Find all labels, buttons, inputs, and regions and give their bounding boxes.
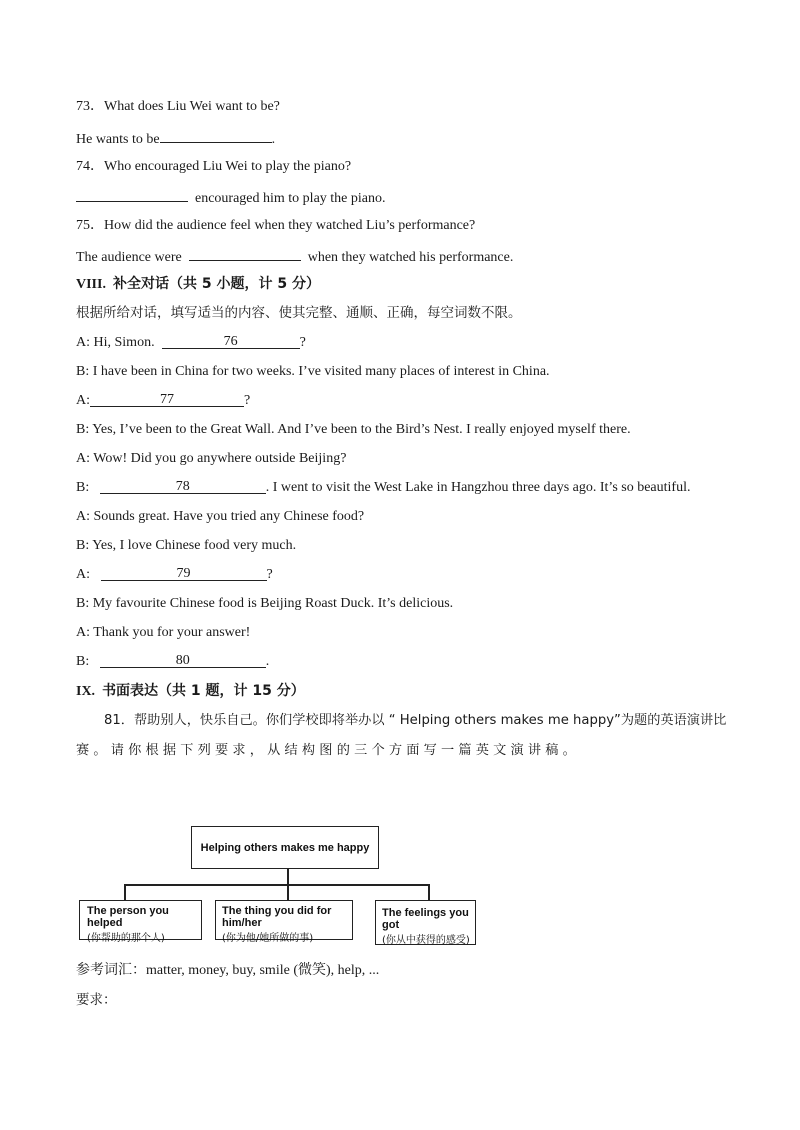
diagram-child-label-zh: (你为他/她所做的事) [222, 933, 314, 944]
diagram-connector-horizontal [124, 884, 429, 886]
answer-74 [76, 187, 386, 208]
diagram-connector-left [124, 884, 126, 901]
dialogue-suffix: . [265, 654, 270, 669]
answer-75-suffix: when they watched his performance. [307, 250, 514, 265]
diagram-child-person [79, 900, 202, 944]
diagram-connector-right [428, 884, 430, 901]
diagram-child-label-zh: (你帮助的那个人) [87, 933, 165, 944]
blank-number: 77 [160, 392, 174, 407]
question-74: 74．Who encouraged Liu Wei to play the piano? [76, 159, 352, 174]
diagram-root-box [191, 826, 379, 869]
section-8-number: VIII. [76, 277, 106, 292]
answer-75-prefix: The audience were [76, 250, 182, 265]
answer-74-blank[interactable] [76, 187, 188, 202]
dialogue-line-a3: A: Wow! Did you go anywhere outside Beijing? [76, 451, 347, 466]
diagram-child-label-en: The person you helped [87, 905, 169, 929]
blank-number: 80 [175, 653, 190, 668]
dialogue-speaker-text: A: [76, 567, 90, 582]
blank-78[interactable] [100, 479, 266, 494]
dialogue-line-a2 [76, 392, 250, 410]
diagram-child-feelings [375, 900, 476, 945]
section-9-prompt-line-2: 赛 。 请 你 根 据 下 列 要 求 ， 从 结 构 图 的 三 个 方 面 写 一 篇 英 文 演 讲 稿 。 [76, 743, 576, 758]
dialogue-suffix: ? [266, 567, 273, 582]
section-9-title: 书面表达（共 1 题，计 15 分） [102, 683, 305, 699]
dialogue-line-a1 [76, 334, 306, 352]
answer-73 [76, 128, 275, 149]
dialogue-line-b3 [76, 479, 690, 497]
answer-73-prefix: He wants to be [76, 132, 160, 147]
diagram-connector-vertical [287, 868, 289, 885]
question-73: 73．What does Liu Wei want to be? [76, 99, 280, 114]
answer-75 [76, 246, 513, 267]
section-9-number: IX. [76, 684, 96, 699]
dialogue-suffix: ? [244, 393, 251, 408]
dialogue-speaker-text: A: [76, 393, 90, 408]
diagram-root-label: Helping others makes me happy [200, 841, 370, 854]
dialogue-line-b4: B: Yes, I love Chinese food very much. [76, 538, 297, 553]
diagram-child-thing [215, 900, 353, 944]
answer-75-blank[interactable] [189, 246, 301, 261]
blank-79[interactable] [101, 566, 267, 581]
diagram-child-label-en: The thing you did for him/her [222, 905, 332, 929]
dialogue-suffix: ? [299, 335, 306, 350]
section-8-heading [76, 275, 320, 294]
dialogue-line-a5 [76, 566, 273, 584]
dialogue-line-a4: A: Sounds great. Have you tried any Chinese food? [76, 509, 365, 524]
dialogue-speaker-text: B: [76, 654, 90, 669]
diagram-child-label-zh: (你从中获得的感受) [382, 935, 470, 946]
section-9-prompt-line-1: 81．帮助别人，快乐自己。你们学校即将举办以 “ Helping others makes me happy”为题的英语演讲比 [104, 713, 727, 728]
dialogue-speaker-text: B: [76, 480, 90, 495]
dialogue-suffix: . I went to visit the West Lake in Hangzhou three days ago. It’s so beautiful. [265, 480, 691, 495]
blank-number: 76 [223, 334, 238, 349]
requirements-label: 要求： [76, 992, 117, 1008]
dialogue-line-a6: A: Thank you for your answer! [76, 625, 251, 640]
answer-74-suffix: encouraged him to play the piano. [195, 191, 386, 206]
blank-80[interactable] [100, 653, 266, 668]
dialogue-line-b6 [76, 653, 269, 671]
section-8-instructions: 根据所给对话，填写适当的内容、使其完整、通顺、正确，每空词数不限。 [76, 305, 522, 321]
blank-number: 79 [176, 566, 191, 581]
dialogue-speaker-text: A: Hi, Simon. [76, 335, 155, 350]
answer-73-suffix: . [271, 132, 276, 147]
reference-vocabulary: 参考词汇：matter, money, buy, smile (微笑), help, ... [76, 963, 380, 978]
dialogue-line-b5: B: My favourite Chinese food is Beijing Roast Duck. It’s delicious. [76, 596, 454, 611]
section-9-heading [76, 682, 305, 701]
blank-76[interactable] [162, 334, 300, 349]
dialogue-line-b2: B: Yes, I’ve been to the Great Wall. And I’ve been to the Bird’s Nest. I really enjoyed myself there. [76, 422, 631, 437]
question-75: 75．How did the audience feel when they watched Liu’s performance? [76, 218, 476, 233]
section-8-title: 补全对话（共 5 小题，计 5 分） [112, 276, 320, 292]
blank-77[interactable] [90, 392, 244, 407]
diagram-connector-middle [287, 884, 289, 901]
blank-number: 78 [175, 479, 190, 494]
answer-73-blank[interactable] [160, 128, 272, 143]
dialogue-line-b1: B: I have been in China for two weeks. I’ve visited many places of interest in China. [76, 364, 550, 379]
diagram-child-label-en: The feelings you got [382, 907, 469, 931]
